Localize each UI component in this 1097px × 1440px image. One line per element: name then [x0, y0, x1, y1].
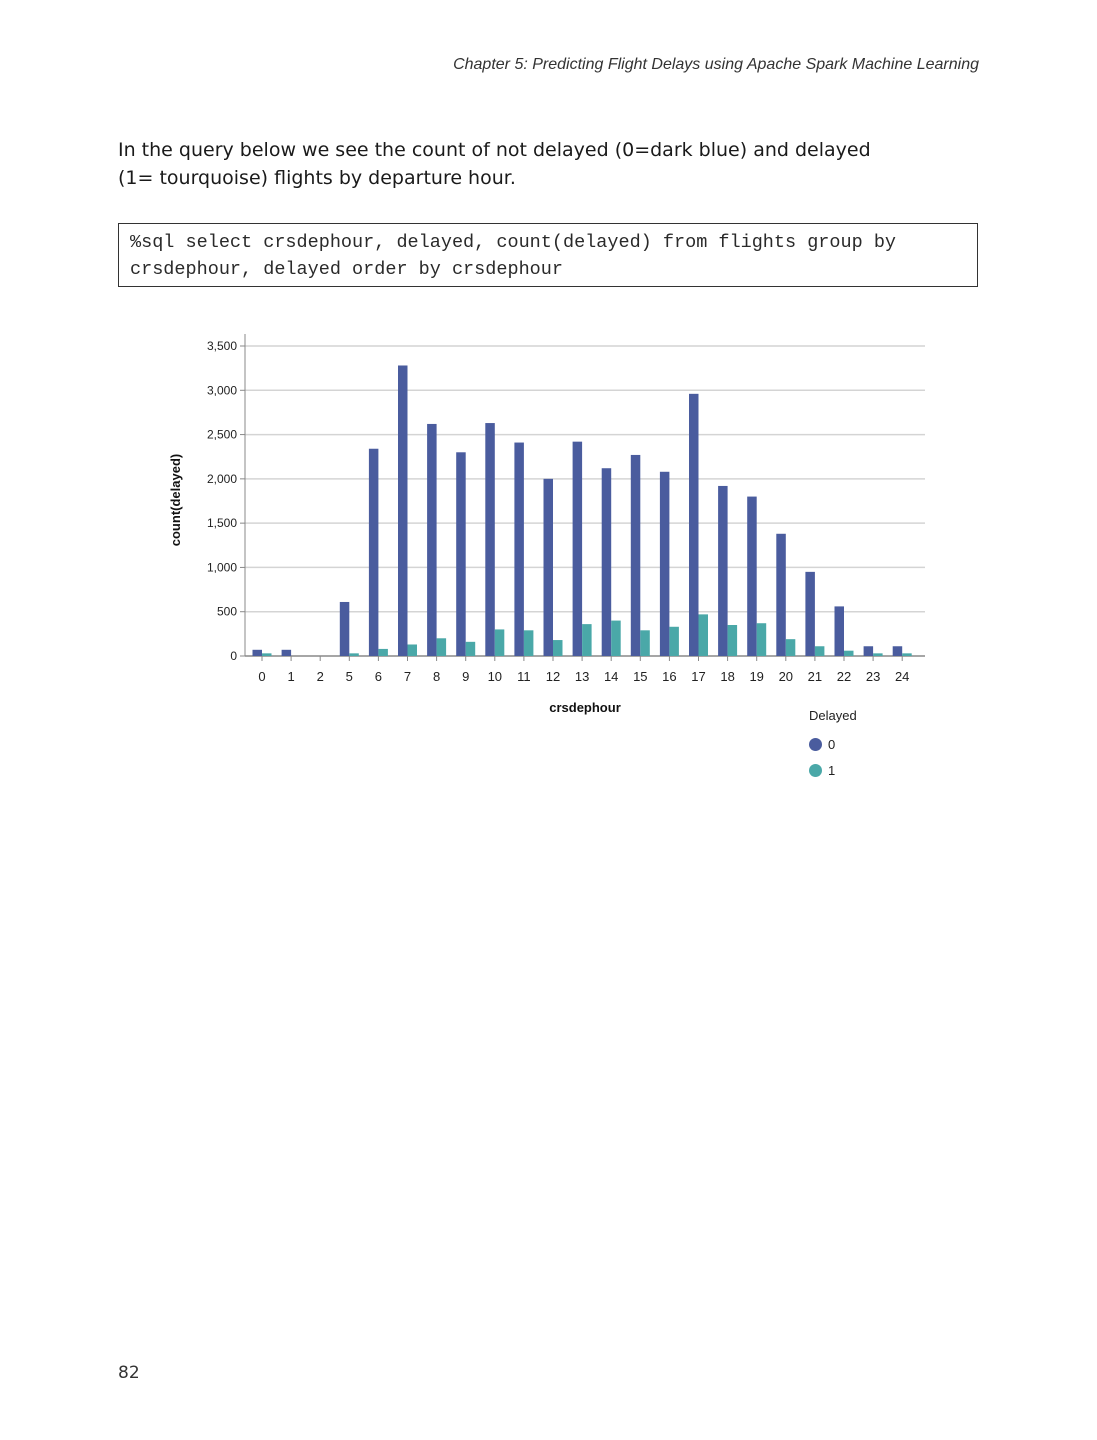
- bar-series-1: [902, 653, 912, 656]
- running-header: Chapter 5: Predicting Flight Delays using Apache Spark Machine Learning: [453, 56, 979, 73]
- bar-series-1: [786, 639, 796, 656]
- bar-series-0: [864, 646, 874, 656]
- x-tick-label: 17: [691, 669, 706, 684]
- y-tick-label: 3,500: [206, 339, 237, 353]
- legend-label-0: 0: [828, 736, 836, 752]
- bar-series-1: [582, 624, 592, 656]
- x-tick-label: 18: [720, 669, 735, 684]
- bar-series-1: [844, 651, 854, 656]
- bar-series-0: [253, 650, 263, 656]
- bar-series-0: [689, 394, 699, 656]
- bar-series-1: [611, 621, 621, 656]
- bar-series-1: [757, 623, 767, 656]
- x-tick-label: 8: [432, 669, 441, 684]
- x-tick-label: 20: [778, 669, 794, 684]
- bar-series-1: [553, 640, 563, 656]
- bar-series-0: [747, 497, 757, 656]
- bar-series-0: [427, 424, 437, 656]
- x-tick-label: 10: [487, 669, 503, 684]
- bar-series-0: [893, 646, 903, 656]
- bar-series-1: [437, 638, 447, 656]
- y-tick-label: 2,500: [206, 427, 237, 442]
- legend-title: Delayed: [809, 708, 857, 723]
- x-tick-label: 13: [574, 669, 590, 684]
- y-tick-label: 500: [216, 604, 237, 619]
- bar-series-0: [631, 455, 641, 656]
- bar-series-0: [776, 534, 786, 656]
- bar-series-0: [835, 606, 845, 656]
- bar-series-1: [408, 644, 418, 656]
- x-tick-label: 24: [894, 669, 910, 684]
- y-tick-label: 3,000: [206, 383, 237, 398]
- bar-series-0: [573, 442, 583, 656]
- bar-series-0: [456, 452, 466, 656]
- legend-item-1: [809, 757, 857, 783]
- code-line-1: %sql select crsdephour, delayed, count(delayed) from flights group by: [130, 232, 897, 253]
- y-tick-label: 1,000: [206, 560, 237, 575]
- y-axis-title: count(delayed): [168, 453, 183, 547]
- y-tick-label: 2,000: [206, 471, 237, 486]
- bar-series-0: [660, 472, 670, 656]
- code-line-2: crsdephour, delayed order by crsdephour: [130, 259, 563, 280]
- bar-series-1: [262, 653, 272, 656]
- chart-legend: [809, 708, 857, 783]
- bar-series-0: [340, 602, 350, 656]
- bar-series-1: [669, 627, 679, 656]
- x-tick-label: 22: [836, 669, 852, 684]
- body-line-1: In the query below we see the count of not delayed (0=dark blue) and delayed: [118, 139, 871, 161]
- bar-series-0: [485, 423, 495, 656]
- bar-series-0: [602, 468, 612, 656]
- bar-series-0: [282, 650, 292, 656]
- x-tick-label: 14: [603, 669, 619, 684]
- bar-series-0: [805, 572, 815, 656]
- x-tick-label: 21: [807, 669, 823, 684]
- bar-series-1: [815, 646, 825, 656]
- legend-label-1: 1: [828, 762, 836, 778]
- x-tick-label: 23: [865, 669, 881, 684]
- y-tick-label: 0: [230, 649, 237, 663]
- y-tick-label: 1,500: [206, 516, 237, 531]
- x-tick-label: 2: [316, 669, 324, 684]
- bar-series-0: [398, 365, 408, 656]
- x-tick-label: 12: [545, 669, 561, 684]
- legend-item-0: [809, 731, 857, 757]
- bar-series-0: [369, 449, 379, 656]
- bar-series-1: [640, 630, 650, 656]
- x-axis-title: crsdephour: [549, 700, 621, 715]
- bar-series-1: [524, 630, 534, 656]
- x-tick-label: 0: [258, 669, 266, 684]
- x-tick-label: 1: [287, 669, 295, 684]
- x-tick-label: 6: [374, 669, 383, 684]
- body-paragraph: [118, 136, 918, 192]
- bar-series-1: [378, 649, 388, 656]
- bar-series-0: [544, 479, 554, 656]
- bar-series-1: [699, 614, 709, 656]
- bar-series-0: [718, 486, 728, 656]
- x-tick-label: 11: [517, 669, 531, 684]
- legend-swatch-1: [809, 764, 822, 777]
- bar-series-1: [349, 653, 359, 656]
- sql-code-block: [118, 223, 978, 287]
- x-tick-label: 15: [633, 669, 648, 684]
- x-tick-label: 5: [345, 669, 353, 684]
- body-line-2: (1= tourquoise) flights by departure hour.: [118, 167, 516, 189]
- bar-series-1: [466, 642, 476, 656]
- bar-series-1: [873, 653, 883, 656]
- x-tick-label: 19: [749, 669, 764, 684]
- x-tick-label: 16: [662, 669, 677, 684]
- bar-chart: [150, 320, 950, 720]
- legend-swatch-0: [809, 738, 822, 751]
- bar-series-0: [514, 443, 524, 656]
- x-tick-label: 9: [462, 669, 470, 684]
- bar-series-1: [495, 629, 505, 656]
- x-tick-label: 7: [403, 669, 412, 684]
- page-number: 82: [118, 1363, 140, 1383]
- bar-series-1: [728, 625, 738, 656]
